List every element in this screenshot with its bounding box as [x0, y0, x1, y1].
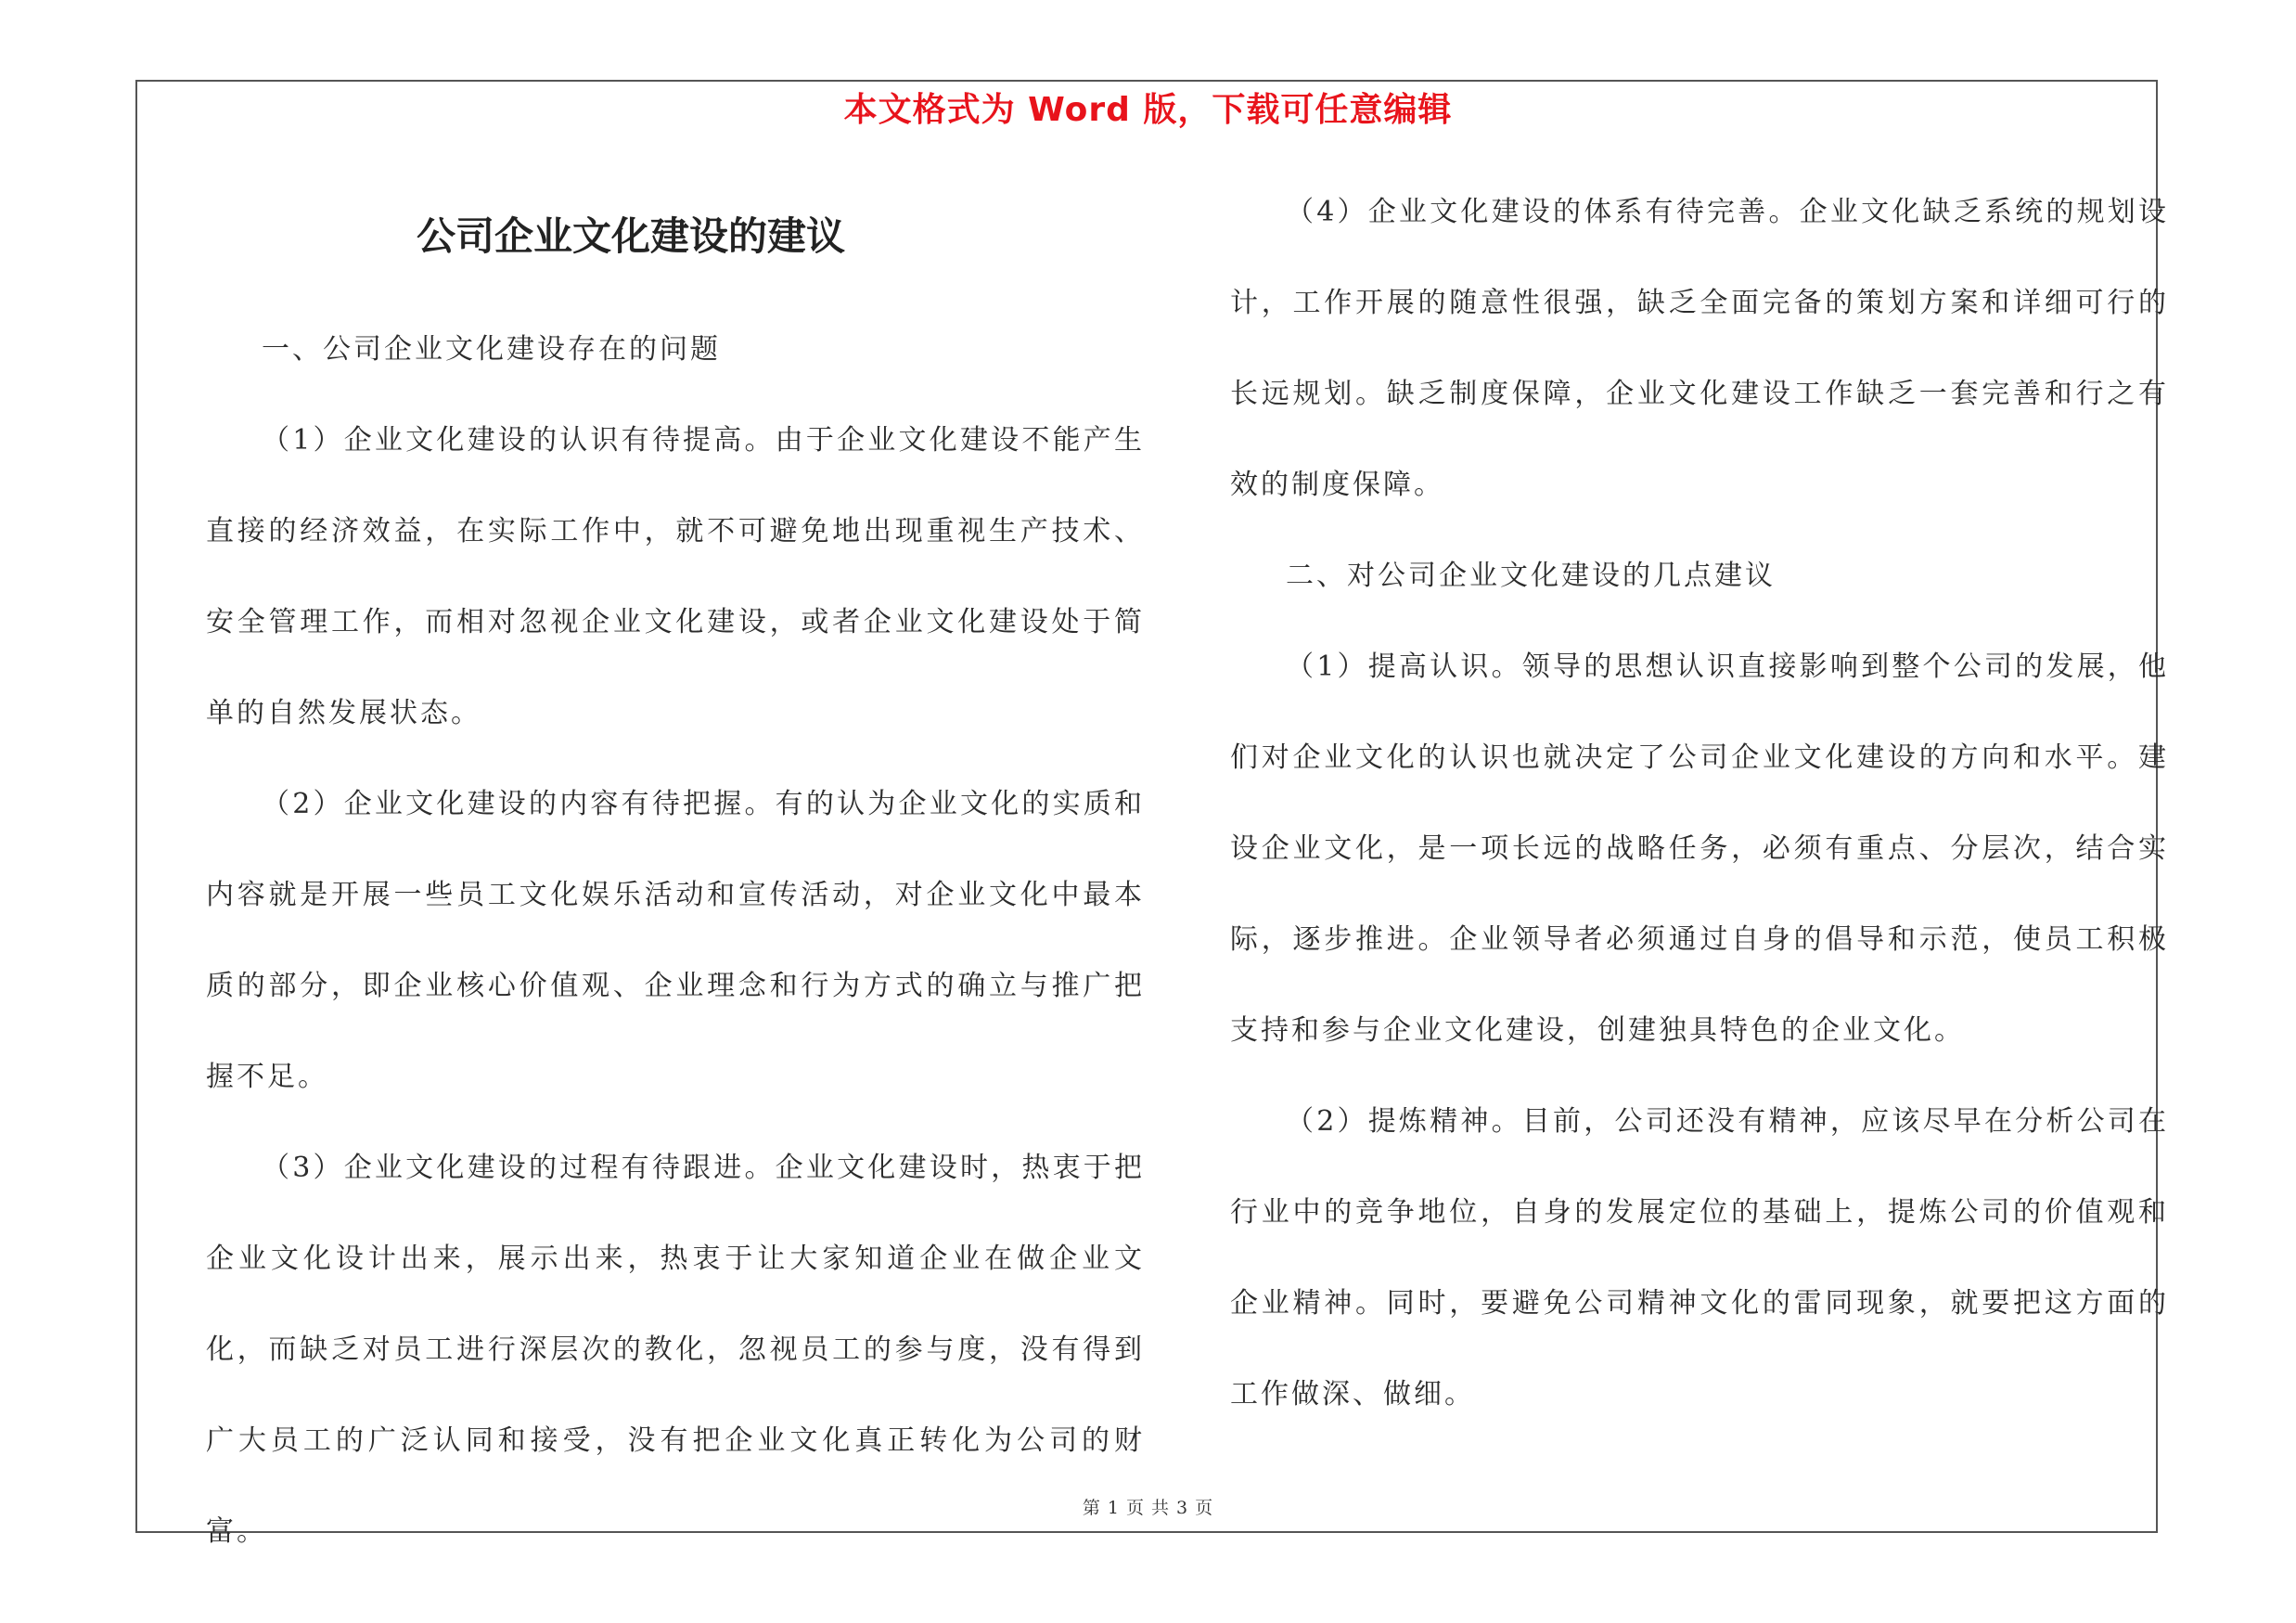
paragraph-4: （4）企业文化建设的体系有待完善。企业文化缺乏系统的规划设计，工作开展的随意性很强，缺乏全面完备的策划方案和详细可行的长远规划。缺乏制度保障，企业文化建设工作缺乏一套完善和行之有效的制度保障。	[1230, 196, 2169, 501]
section-heading-2: 二、对公司企业文化建设的几点建议	[1286, 560, 1776, 592]
paragraph-1: （1）企业文化建设的认识有待提高。由于企业文化建设不能产生直接的经济效益，在实际工作中，就不可避免地出现重视生产技术、安全管理工作，而相对忽视企业文化建设，或者企业文化建设处于简单的自然发展状态。	[206, 424, 1145, 729]
paragraph-6: （2）提炼精神。目前，公司还没有精神，应该尽早在分析公司在行业中的竞争地位，自身的发展定位的基础上，提炼公司的价值观和企业精神。同时，要避免公司精神文化的雷同现象，就要把这方面的工作做深、做细。	[1230, 1105, 2169, 1410]
section-heading-1: 一、公司企业文化建设存在的问题	[262, 333, 721, 366]
paragraph-3: （3）企业文化建设的过程有待跟进。企业文化建设时，热衷于把企业文化设计出来，展示出来，热衷于让大家知道企业在做企业文化，而缺乏对员工进行深层次的教化，忽视员工的参与度，没有得到广大员工的广泛认同和接受，没有把企业文化真正转化为公司的财富。	[206, 1152, 1145, 1548]
format-banner: 本文格式为 Word 版，下载可任意编辑	[843, 91, 1453, 129]
paragraph-2: （2）企业文化建设的内容有待把握。有的认为企业文化的实质和内容就是开展一些员工文化娱乐活动和宣传活动，对企业文化中最本质的部分，即企业核心价值观、企业理念和行为方式的确立与推广把握不足。	[206, 788, 1145, 1093]
paragraph-5: （1）提高认识。领导的思想认识直接影响到整个公司的发展，他们对企业文化的认识也就决定了公司企业文化建设的方向和水平。建设企业文化，是一项长远的战略任务，必须有重点、分层次，结合实际，逐步推进。企业领导者必须通过自身的倡导和示范，使员工积极支持和参与企业文化建设，创建独具特色的企业文化。	[1230, 650, 2169, 1047]
page-number-footer: 第 1 页 共 3 页	[1082, 1498, 1214, 1518]
document-title: 公司企业文化建设的建议	[416, 213, 845, 259]
